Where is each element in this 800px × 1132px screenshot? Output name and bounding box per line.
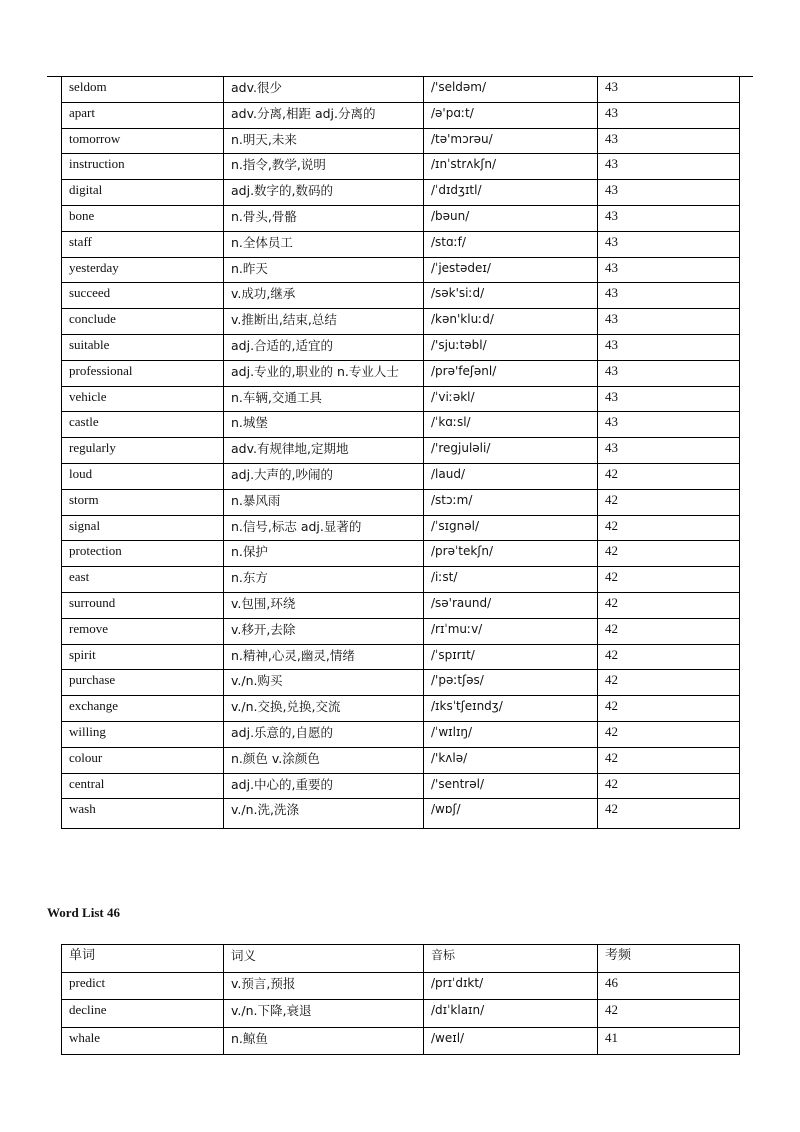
table-row [62,1027,740,1055]
frequency-cell: 42 [598,1000,740,1028]
phonetic-cell: /laud/ [424,463,598,489]
table-row [62,334,740,360]
phonetic-cell: /prɪˈdɪkt/ [424,972,598,1000]
table-row [62,670,740,696]
table-row [62,283,740,309]
table-row [62,360,740,386]
table-row [62,412,740,438]
phonetic-cell: /'regjuləli/ [424,438,598,464]
frequency-cell: 43 [598,77,740,103]
table-row [62,592,740,618]
frequency-cell: 43 [598,438,740,464]
meaning-cell: n.精神,心灵,幽灵,情绪 [224,644,424,670]
phonetic-cell: /sək'siːd/ [424,283,598,309]
table-row [62,721,740,747]
phonetic-cell: /'kʌlə/ [424,747,598,773]
table-row [62,231,740,257]
phonetic-cell: /dɪˈklaɪn/ [424,1000,598,1028]
meaning-cell: n.指令,教学,说明 [224,154,424,180]
word-cell: suitable [62,334,224,360]
phonetic-cell: /tə'mɔrəu/ [424,128,598,154]
meaning-cell: adv.很少 [224,77,424,103]
word-cell: wash [62,799,224,829]
word-cell: conclude [62,309,224,335]
meaning-cell: adj.数字的,数码的 [224,180,424,206]
meaning-cell: adj.中心的,重要的 [224,773,424,799]
word-cell: willing [62,721,224,747]
meaning-cell: n.全体员工 [224,231,424,257]
frequency-cell: 43 [598,412,740,438]
meaning-cell: n.东方 [224,567,424,593]
phonetic-cell: /ˈviːəkl/ [424,386,598,412]
table-row [62,154,740,180]
word-cell: instruction [62,154,224,180]
meaning-cell: v./n.交换,兑换,交流 [224,696,424,722]
phonetic-cell: /stɑːf/ [424,231,598,257]
frequency-cell: 42 [598,799,740,829]
word-cell: yesterday [62,257,224,283]
word-cell: professional [62,360,224,386]
phonetic-cell: /bəun/ [424,205,598,231]
frequency-cell: 42 [598,463,740,489]
table-row [62,541,740,567]
meaning-cell: v.预言,预报 [224,972,424,1000]
frequency-cell: 43 [598,231,740,257]
meaning-cell: v./n.洗,洗涤 [224,799,424,829]
word-cell: regularly [62,438,224,464]
word-cell: apart [62,102,224,128]
word-cell: surround [62,592,224,618]
meaning-cell: n.城堡 [224,412,424,438]
header-frequency: 考频 [598,945,740,973]
word-cell: predict [62,972,224,1000]
word-cell: storm [62,489,224,515]
meaning-cell: n.车辆,交通工具 [224,386,424,412]
table-row [62,128,740,154]
meaning-cell: n.颜色 v.涂颜色 [224,747,424,773]
meaning-cell: n.明天,未来 [224,128,424,154]
phonetic-cell: /ˈjestədeɪ/ [424,257,598,283]
word-cell: decline [62,1000,224,1028]
phonetic-cell: /prəˈtekʃn/ [424,541,598,567]
frequency-cell: 42 [598,721,740,747]
table-row [62,386,740,412]
table-row [62,205,740,231]
word-cell: loud [62,463,224,489]
table-row [62,515,740,541]
phonetic-cell: /ˈdɪdʒɪtl/ [424,180,598,206]
frequency-cell: 42 [598,515,740,541]
frequency-cell: 43 [598,180,740,206]
vocab-table-continued [61,76,740,829]
frequency-cell: 42 [598,644,740,670]
frequency-cell: 43 [598,257,740,283]
frequency-cell: 42 [598,541,740,567]
word-cell: vehicle [62,386,224,412]
frequency-cell: 42 [598,489,740,515]
word-cell: digital [62,180,224,206]
table-row [62,180,740,206]
phonetic-cell: /ˈwɪlɪŋ/ [424,721,598,747]
meaning-cell: n.暴风雨 [224,489,424,515]
word-cell: staff [62,231,224,257]
phonetic-cell: /ˈkɑːsl/ [424,412,598,438]
frequency-cell: 41 [598,1027,740,1055]
frequency-cell: 42 [598,592,740,618]
header-meaning: 词义 [224,945,424,973]
word-cell: colour [62,747,224,773]
vocab-table-word-list-46 [61,944,740,1055]
meaning-cell: v./n.下降,衰退 [224,1000,424,1028]
frequency-cell: 42 [598,773,740,799]
frequency-cell: 43 [598,309,740,335]
phonetic-cell: /kən'kluːd/ [424,309,598,335]
frequency-cell: 46 [598,972,740,1000]
word-cell: castle [62,412,224,438]
meaning-cell: v.包围,环绕 [224,592,424,618]
meaning-cell: adv.分离,相距 adj.分离的 [224,102,424,128]
phonetic-cell: /rɪˈmuːv/ [424,618,598,644]
meaning-cell: n.鲸鱼 [224,1027,424,1055]
table-row [62,618,740,644]
header-phonetic: 音标 [424,945,598,973]
table-row [62,799,740,829]
phonetic-cell: /weɪl/ [424,1027,598,1055]
frequency-cell: 42 [598,696,740,722]
phonetic-cell: /'pəːtʃəs/ [424,670,598,696]
frequency-cell: 43 [598,205,740,231]
meaning-cell: adj.大声的,吵闹的 [224,463,424,489]
meaning-cell: adj.合适的,适宜的 [224,334,424,360]
table-row [62,747,740,773]
phonetic-cell: /iːst/ [424,567,598,593]
word-cell: spirit [62,644,224,670]
phonetic-cell: /ə'pɑːt/ [424,102,598,128]
meaning-cell: v.移开,去除 [224,618,424,644]
phonetic-cell: /stɔːm/ [424,489,598,515]
table-row [62,696,740,722]
frequency-cell: 42 [598,567,740,593]
word-cell: signal [62,515,224,541]
phonetic-cell: /prə'feʃənl/ [424,360,598,386]
meaning-cell: n.保护 [224,541,424,567]
word-cell: bone [62,205,224,231]
section-title: Word List 46 [47,905,120,920]
word-cell: purchase [62,670,224,696]
phonetic-cell: /ɪnˈstrʌkʃn/ [424,154,598,180]
table-row [62,463,740,489]
word-cell: remove [62,618,224,644]
table-row [62,309,740,335]
table-row [62,972,740,1000]
frequency-cell: 42 [598,747,740,773]
frequency-cell: 43 [598,386,740,412]
table-row [62,489,740,515]
phonetic-cell: /'sjuːtəbl/ [424,334,598,360]
header-word: 单词 [62,945,224,973]
table-row [62,567,740,593]
phonetic-cell: /'sentrəl/ [424,773,598,799]
phonetic-cell: /ˈsɪgnəl/ [424,515,598,541]
meaning-cell: adj.乐意的,自愿的 [224,721,424,747]
word-cell: central [62,773,224,799]
meaning-cell: v.推断出,结束,总结 [224,309,424,335]
frequency-cell: 43 [598,128,740,154]
word-cell: seldom [62,77,224,103]
frequency-cell: 43 [598,360,740,386]
phonetic-cell: /ɪksˈtʃeɪndʒ/ [424,696,598,722]
table-row [62,257,740,283]
word-cell: east [62,567,224,593]
table-row [62,102,740,128]
phonetic-cell: /ˈspɪrɪt/ [424,644,598,670]
frequency-cell: 43 [598,283,740,309]
meaning-cell: n.昨天 [224,257,424,283]
frequency-cell: 43 [598,102,740,128]
table-row [62,438,740,464]
word-cell: exchange [62,696,224,722]
word-cell: succeed [62,283,224,309]
word-cell: tomorrow [62,128,224,154]
phonetic-cell: /wɒʃ/ [424,799,598,829]
word-cell: whale [62,1027,224,1055]
meaning-cell: adv.有规律地,定期地 [224,438,424,464]
meaning-cell: adj.专业的,职业的 n.专业人士 [224,360,424,386]
table-row [62,77,740,103]
frequency-cell: 43 [598,334,740,360]
meaning-cell: v.成功,继承 [224,283,424,309]
meaning-cell: n.骨头,骨骼 [224,205,424,231]
phonetic-cell: /sə'raund/ [424,592,598,618]
table-row [62,1000,740,1028]
table-row [62,644,740,670]
meaning-cell: n.信号,标志 adj.显著的 [224,515,424,541]
table-row [62,773,740,799]
meaning-cell: v./n.购买 [224,670,424,696]
table-header-row [62,945,740,973]
word-cell: protection [62,541,224,567]
frequency-cell: 42 [598,670,740,696]
frequency-cell: 42 [598,618,740,644]
phonetic-cell: /'seldəm/ [424,77,598,103]
frequency-cell: 43 [598,154,740,180]
